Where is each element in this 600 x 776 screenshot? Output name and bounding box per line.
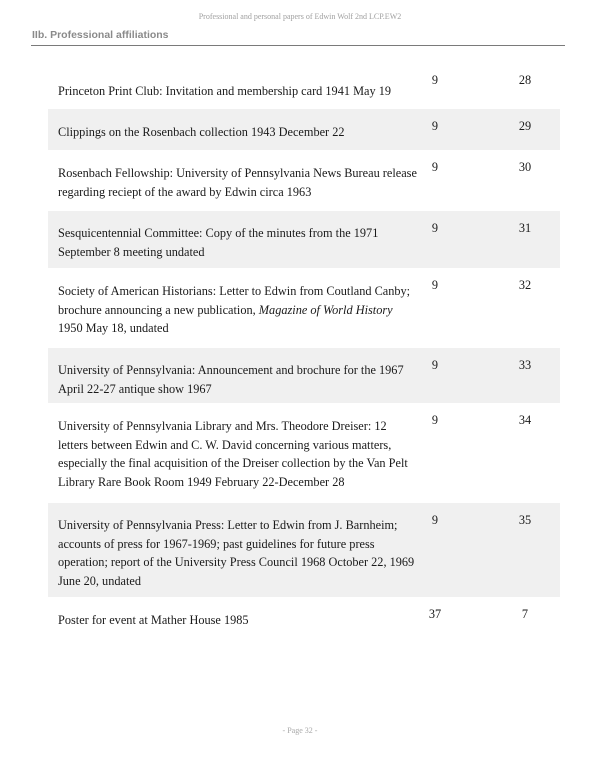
table-row (48, 63, 560, 109)
folder-number: 34 (518, 413, 532, 427)
table-row (48, 211, 560, 268)
table-row (48, 403, 560, 503)
folder-number: 35 (518, 513, 532, 527)
section-divider (31, 45, 565, 46)
row-description: University of Pennsylvania: Announcement and brochure for the 1967 April 22-27 antique show 1967 (58, 363, 404, 396)
box-number: 37 (428, 607, 442, 621)
description-text: Society of American Historians: Letter to Edwin from Coutland Canby; brochure announcing a new publication, (58, 284, 411, 317)
box-number: 9 (431, 221, 439, 235)
row-description (58, 282, 418, 338)
finding-aid-table (48, 63, 560, 650)
row-description: University of Pennsylvania Press: Letter to Edwin from J. Barnheim; accounts of press for 1967-1969; past guidelines for future press operation; report of the University Press Council 1968 October 22, 1969 June 20, undated (58, 518, 415, 588)
running-header: Professional and personal papers of Edwin Wolf 2nd LCP.EW2 (198, 12, 402, 21)
description-text: 1950 May 18, undated (58, 321, 169, 335)
row-description: Princeton Print Club: Invitation and membership card 1941 May 19 (58, 84, 391, 98)
table-row (48, 348, 560, 403)
table-row (48, 597, 560, 650)
box-number: 9 (431, 513, 439, 527)
folder-number: 29 (518, 119, 532, 133)
folder-number: 31 (518, 221, 532, 235)
box-number: 9 (431, 73, 439, 87)
box-number: 9 (431, 278, 439, 292)
table-row (48, 503, 560, 597)
folder-number: 32 (518, 278, 532, 292)
row-description: Clippings on the Rosenbach collection 1943 December 22 (58, 125, 345, 139)
box-number: 9 (431, 119, 439, 133)
box-number: 9 (431, 413, 439, 427)
publication-title: Magazine of World History (258, 302, 393, 317)
table-row (48, 150, 560, 211)
row-description: Poster for event at Mather House 1985 (58, 613, 249, 627)
table-row (48, 109, 560, 150)
folder-number: 28 (518, 73, 532, 87)
page-number: - Page 32 - (282, 726, 318, 735)
folder-number: 7 (521, 607, 529, 621)
box-number: 9 (431, 160, 439, 174)
box-number: 9 (431, 358, 439, 372)
folder-number: 33 (518, 358, 532, 372)
section-title: IIb. Professional affiliations (32, 29, 169, 41)
row-description: University of Pennsylvania Library and Mrs. Theodore Dreiser: 12 letters between Edwin and C. W. David concerning various matters, especially the final acquisition of the Dreiser collection by the Van Pelt Library Rare Book Room 1949 February 22-December 28 (58, 419, 408, 489)
table-row (48, 268, 560, 348)
folder-number: 30 (518, 160, 532, 174)
row-description: Sesquicentennial Committee: Copy of the minutes from the 1971 September 8 meeting undated (58, 226, 379, 259)
row-description: Rosenbach Fellowship: University of Pennsylvania News Bureau release regarding reciept of the award by Edwin circa 1963 (58, 166, 417, 199)
